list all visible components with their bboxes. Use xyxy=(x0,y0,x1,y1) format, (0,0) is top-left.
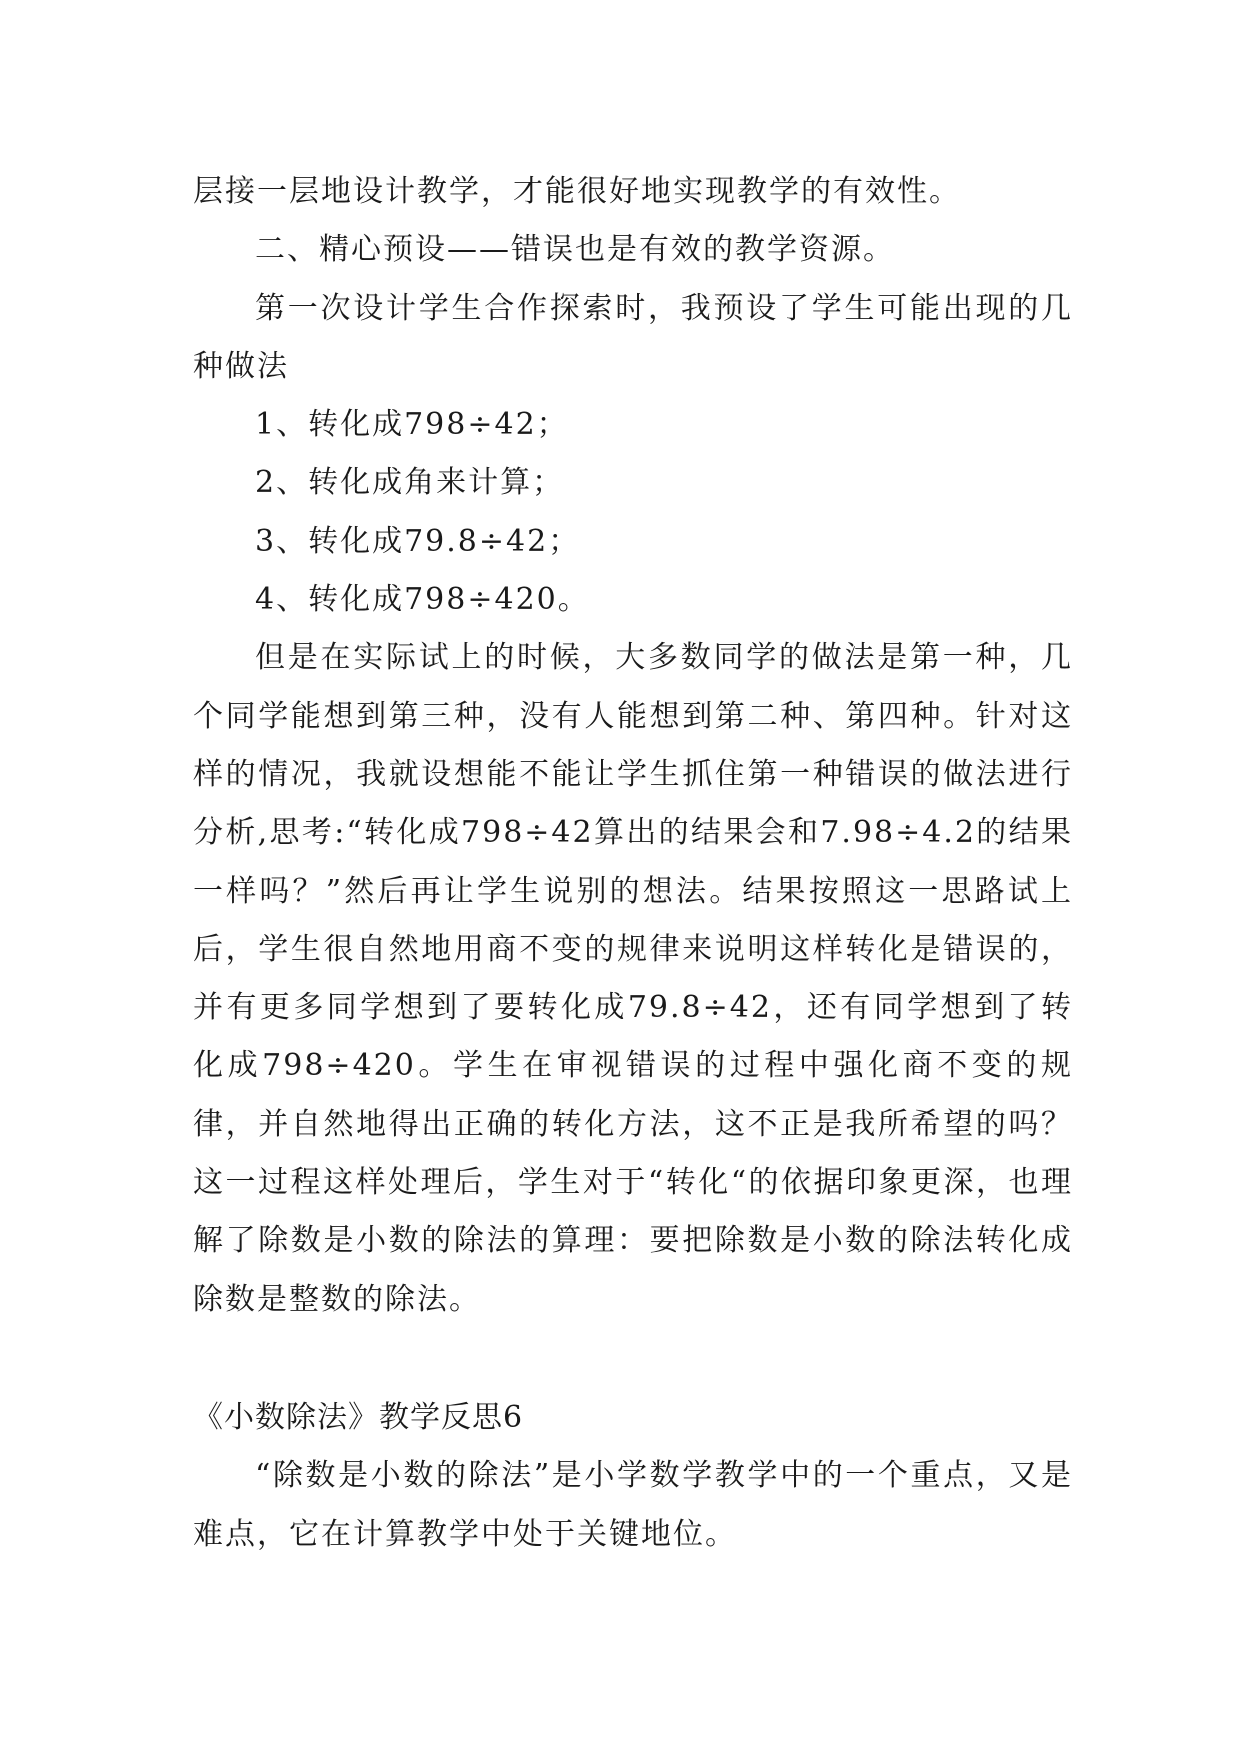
section-heading: 《小数除法》教学反思6 xyxy=(193,1399,524,1435)
list-item-method-4: 4、转化成798÷420。 xyxy=(255,582,590,618)
section-spacer xyxy=(193,1329,1073,1389)
paragraph-continuation: 层接一层地设计教学，才能很好地实现教学的有效性。 xyxy=(193,174,961,209)
paragraph-design-intro: 第一次设计学生合作探索时，我预设了学生可能出现的几种做法 xyxy=(193,290,1073,384)
list-item-method-3: 3、转化成79.8÷42； xyxy=(255,523,581,559)
paragraph-section-intro: “除数是小数的除法”是小学数学教学中的一个重点，又是难点，它在计算教学中处于关键地位。 xyxy=(193,1458,1073,1552)
document-body xyxy=(193,163,1073,1564)
paragraph-analysis: 但是在实际试上的时候，大多数同学的做法是第一种，几个同学能想到第三种，没有人能想到第二种、第四种。针对这样的情况，我就设想能不能让学生抓住第一种错误的做法进行分析,思考:“转化成798÷42算出的结果会和7.98÷4.2的结果一样吗？”然后再让学生说别的想法。结果按照这一思路试上后，学生很自然地用商不变的规律来说明这样转化是错误的，并有更多同学想到了要转化成79.8÷42，还有同学想到了转化成798÷420。学生在审视错误的过程中强化商不变的规律，并自然地得出正确的转化方法，这不正是我所希望的吗？这一过程这样处理后，学生对于“转化“的依据印象更深，也理解了除数是小数的除法的算理：要把除数是小数的除法转化成除数是整数的除法。 xyxy=(193,640,1073,1317)
paragraph-section-title: 二、精心预设——错误也是有效的教学资源。 xyxy=(255,232,895,268)
list-item-method-2: 2、转化成角来计算； xyxy=(255,465,565,501)
list-item-method-1: 1、转化成798÷42； xyxy=(255,407,569,443)
